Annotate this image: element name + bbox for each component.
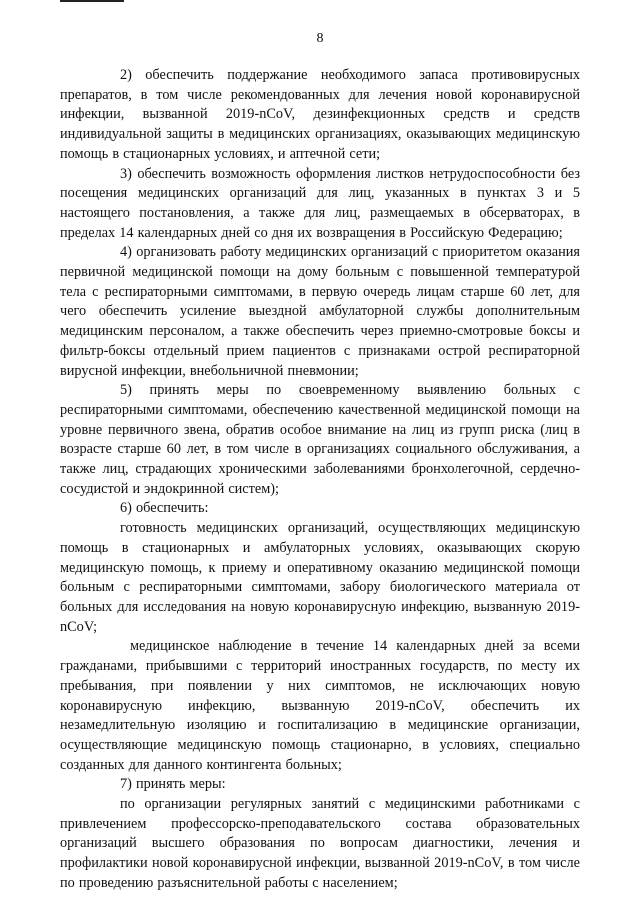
top-rule — [60, 0, 124, 2]
paragraph-item-7-sub-1: по организации регулярных занятий с медицинскими работниками с привлечением профессорско-преподавательского состава образовательных организаций высшего образования по вопросам диагностики, лечения и профилактики новой коронавирусной инфекции, вызванной 2019-nCoV, в том числе по проведению разъяснительной работы с населением; — [60, 796, 580, 891]
paragraph-item-7-heading: 7) принять меры: — [120, 776, 226, 793]
paragraph-item-5: 5) принять меры по своевременному выявлению больных с респираторными симптомами, обеспечению качественной медицинской помощи на уровне первичного звена, обратив особое внимание на лиц из групп риска (лиц в возрасте старше 60 лет, в том числе в организациях социального обслуживания, а также лиц, страдающих хроническими заболеваниями бронхолегочной, сердечно-сосудистой и эндокринной систем); — [60, 382, 580, 497]
paragraph-item-4: 4) организовать работу медицинских организаций с приоритетом оказания первичной медицинской помощи на дому больным с повышенной температурой тела с респираторными симптомами, в первую очередь лицам старше 60 лет, для чего обеспечить усиление выездной амбулаторной службы дополнительным медицинским персоналом, а также обеспечить через приемно-смотровые боксы и фильтр-боксы отдельный прием пациентов с признаками острой респираторной вирусной инфекции, внебольничной пневмонии; — [60, 244, 580, 379]
paragraph-item-6-sub-1: готовность медицинских организаций, осуществляющих медицинскую помощь в стационарных и амбулаторных условиях, оказывающих скорую медицинскую помощь, к приему и оперативному оказанию медицинской помощи больным с респираторными симптомами, забору биологического материала от больных для исследования на новую коронавирусную инфекцию, вызванную 2019-nCoV; — [60, 520, 580, 635]
paragraph-item-3: 3) обеспечить возможность оформления листков нетрудоспособности без посещения медицинских организаций для лиц, указанных в пунктах 3 и 5 настоящего постановления, а также для лиц, размещаемых в обсерваторах, в пределах 14 календарных дней со дня их возвращения в Российскую Федерацию; — [60, 165, 580, 241]
paragraph-item-6-heading: 6) обеспечить: — [120, 500, 209, 517]
paragraph-item-2: 2) обеспечить поддержание необходимого запаса противовирусных препаратов, в том числе рекомендованных для лечения новой коронавирусной инфекции, вызванной 2019-nCoV, дезинфекционных средств и средств индивидуальной защиты в медицинских организациях, оказывающих медицинскую помощь в стационарных условиях, и аптечной сети; — [60, 67, 580, 162]
document-body — [60, 66, 580, 894]
paragraph-item-6-sub-2: медицинское наблюдение в течение 14 календарных дней за всеми гражданами, прибывшими с территорий иностранных государств, по месту их пребывания, при появлении у них симптомов, не исключающих новую коронавирусную инфекцию, вызванную 2019-nCoV, обеспечить их незамедлительную изоляцию и госпитализацию в медицинские организации, осуществляющие медицинскую помощь стационарно, в условиях, специально созданных для данного контингента больных; — [60, 638, 580, 773]
page-number: 8 — [316, 31, 324, 46]
